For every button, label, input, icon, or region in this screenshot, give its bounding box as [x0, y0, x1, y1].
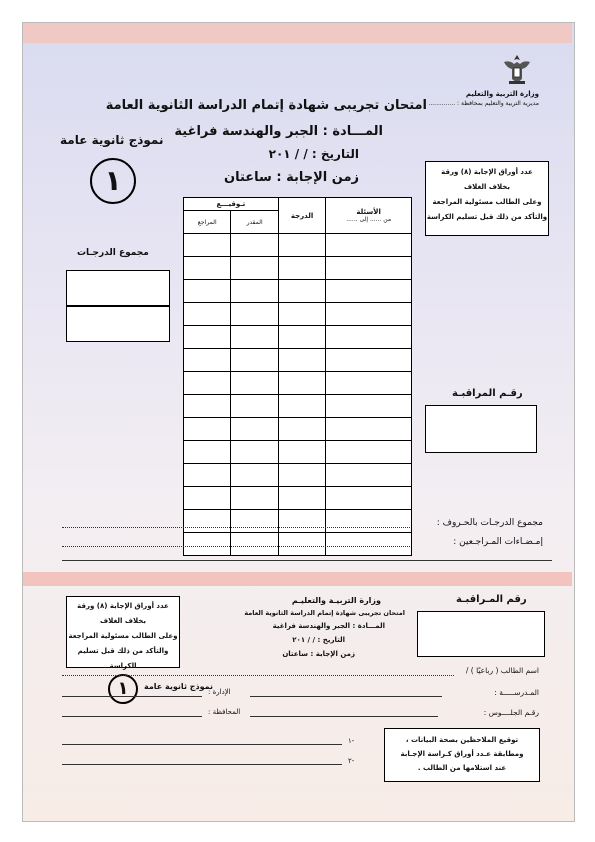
- admin-line[interactable]: [62, 696, 202, 697]
- admin-label: الإدارة :: [208, 688, 231, 696]
- grade-row: [184, 510, 412, 533]
- model-label: نموذج ثانوية عامة: [60, 133, 164, 147]
- total-grades-label: مجموع الدرجـات: [77, 248, 149, 258]
- separator-bar: [23, 572, 572, 586]
- model-number-circle: [90, 158, 136, 204]
- grader-cell[interactable]: [231, 257, 278, 280]
- school-line[interactable]: [250, 696, 442, 697]
- stub-model-number-circle: [108, 674, 138, 704]
- instruction-line: عدد أوراق الإجابة (٨) ورقة: [77, 602, 169, 610]
- observer-line-1-label: -١: [348, 737, 355, 745]
- grade-row: [184, 487, 412, 510]
- student-name-label: اسم الطالب ( رباعيًا ) /: [465, 666, 539, 675]
- grade-row: [184, 303, 412, 326]
- question-cell[interactable]: [326, 280, 412, 303]
- grader-cell[interactable]: [231, 487, 278, 510]
- grader-cell[interactable]: [231, 464, 278, 487]
- grade-cell[interactable]: [278, 418, 325, 441]
- grade-cell[interactable]: [278, 487, 325, 510]
- reviewers-signature-line[interactable]: [62, 546, 410, 547]
- stub-date: التاريخ : / / ٢٠١: [292, 636, 345, 644]
- total-grades-box-top[interactable]: [66, 270, 170, 306]
- grade-row: [184, 326, 412, 349]
- observer-line-2[interactable]: [62, 764, 342, 765]
- reviewer-cell[interactable]: [184, 257, 231, 280]
- question-cell[interactable]: [326, 487, 412, 510]
- instructions-box: [425, 161, 549, 236]
- seat-number-box[interactable]: [425, 405, 537, 453]
- grader-cell[interactable]: [231, 349, 278, 372]
- grade-cell[interactable]: [278, 372, 325, 395]
- instruction-line: وعلى الطالب مسئولية المراجعة: [432, 198, 542, 206]
- instruction-line: وعلى الطالب مسئولية المراجعة: [68, 632, 178, 640]
- grader-cell[interactable]: [231, 418, 278, 441]
- question-cell[interactable]: [326, 234, 412, 257]
- grade-row: [184, 533, 412, 556]
- grader-cell[interactable]: [231, 441, 278, 464]
- governorate-label: المحافظة :: [208, 708, 241, 716]
- ministry-name: وزارة التربية والتعليم: [465, 90, 539, 98]
- questions-range: من ...... إلى ......: [346, 216, 392, 223]
- observers-line: ومطابقة عـدد أوراق كـراسة الإجـابة: [400, 750, 524, 758]
- model-number: ١: [104, 164, 122, 197]
- grader-cell[interactable]: [231, 234, 278, 257]
- seat-number-label: رقـم المراقبـة: [452, 388, 523, 399]
- grade-cell[interactable]: [278, 510, 325, 533]
- reviewer-cell[interactable]: [184, 441, 231, 464]
- total-grades-box-bottom[interactable]: [66, 306, 170, 342]
- grade-row: [184, 372, 412, 395]
- grader-cell[interactable]: [231, 510, 278, 533]
- directorate-line: مديرية التربية والتعليم بمحافظة : ..............: [428, 100, 539, 107]
- grade-cell[interactable]: [278, 326, 325, 349]
- stub-model-label: نموذج ثانوية عامة: [144, 682, 213, 691]
- grade-row: [184, 441, 412, 464]
- stub-duration: زمن الإجابة : ساعتان: [282, 650, 355, 658]
- question-cell[interactable]: [326, 464, 412, 487]
- top-bar: [23, 23, 572, 43]
- instruction-line: عدد أوراق الإجابة (٨) ورقة: [441, 168, 533, 176]
- reviewer-cell[interactable]: [184, 280, 231, 303]
- grade-row: [184, 234, 412, 257]
- divider: [62, 560, 552, 561]
- stub-ministry: وزارة التربيـة والتعليـم: [291, 596, 381, 605]
- exam-title: امتحان تجريبى شهادة إتمام الدراسة الثانوية العامة: [105, 98, 427, 113]
- reviewer-cell[interactable]: [184, 418, 231, 441]
- eagle-emblem-icon: [500, 52, 534, 86]
- question-cell[interactable]: [326, 257, 412, 280]
- instruction-line: بخلاف الغلاف: [464, 183, 510, 191]
- grade-cell[interactable]: [278, 441, 325, 464]
- grade-header: الدرجة: [278, 198, 325, 234]
- grader-cell[interactable]: [231, 395, 278, 418]
- questions-header-cell: [326, 198, 412, 234]
- observers-line: عند استلامها من الطالب .: [417, 764, 507, 772]
- reviewer-header: المراجع: [184, 211, 231, 234]
- grade-cell[interactable]: [278, 280, 325, 303]
- total-in-words-line[interactable]: [62, 527, 410, 528]
- grade-cell[interactable]: [278, 395, 325, 418]
- grade-cell[interactable]: [278, 234, 325, 257]
- grade-row: [184, 464, 412, 487]
- grader-cell[interactable]: [231, 326, 278, 349]
- question-cell[interactable]: [326, 326, 412, 349]
- instruction-line: والتأكد من ذلك قبل تسليم الكراسة: [426, 213, 548, 221]
- grader-cell[interactable]: [231, 280, 278, 303]
- stub-exam-title: امتحان تجريبى شهادة إتمام الدراسة الثانوية العامة: [244, 609, 405, 617]
- grade-cell[interactable]: [278, 303, 325, 326]
- grade-row: [184, 395, 412, 418]
- school-label: المـدرســـــة :: [494, 688, 539, 697]
- total-in-words-label: مجموع الدرجـات بالحـروف :: [436, 518, 543, 528]
- observers-box: [384, 728, 540, 782]
- grade-cell[interactable]: [278, 464, 325, 487]
- grade-row: [184, 418, 412, 441]
- question-cell[interactable]: [326, 349, 412, 372]
- question-cell[interactable]: [326, 303, 412, 326]
- reviewer-cell[interactable]: [184, 372, 231, 395]
- observers-line: توقيع الملاحظين بصحة البيانات ،: [405, 736, 519, 744]
- question-cell[interactable]: [326, 441, 412, 464]
- stub-seat-label: رقم المـراقبـة: [456, 594, 527, 605]
- signature-header: تـوقيـــع: [184, 198, 279, 211]
- observer-line-1[interactable]: [62, 744, 342, 745]
- subject-line: المـــادة : الجبر والهندسة فراغية: [174, 124, 383, 139]
- stub-instructions-box: [66, 596, 180, 668]
- question-cell[interactable]: [326, 533, 412, 556]
- question-cell[interactable]: [326, 418, 412, 441]
- question-cell[interactable]: [326, 372, 412, 395]
- duration-line: زمن الإجابة : ساعتان: [224, 170, 359, 185]
- reviewer-cell[interactable]: [184, 349, 231, 372]
- reviewer-cell[interactable]: [184, 395, 231, 418]
- date-line: التاريخ : / / ٢٠١: [268, 147, 359, 161]
- reviewer-cell[interactable]: [184, 464, 231, 487]
- reviewer-cell[interactable]: [184, 487, 231, 510]
- governorate-line[interactable]: [62, 716, 202, 717]
- grader-cell[interactable]: [231, 372, 278, 395]
- question-cell[interactable]: [326, 510, 412, 533]
- stub-model-number: ١: [117, 678, 129, 699]
- grade-cell[interactable]: [278, 257, 325, 280]
- grader-cell[interactable]: [231, 533, 278, 556]
- reviewer-cell[interactable]: [184, 303, 231, 326]
- reviewer-cell[interactable]: [184, 533, 231, 556]
- reviewer-cell[interactable]: [184, 510, 231, 533]
- grade-cell[interactable]: [278, 533, 325, 556]
- instruction-line: والتأكد من ذلك قبل تسليم الكراسة: [77, 647, 169, 670]
- grade-row: [184, 280, 412, 303]
- seat-number-line[interactable]: [250, 716, 438, 717]
- stub-subject: المـــادة : الجبر والهندسة فراغية: [272, 622, 385, 630]
- grades-table: [183, 197, 412, 556]
- grader-header: المقدر: [231, 211, 278, 234]
- observer-line-2-label: -٢: [348, 757, 355, 765]
- reviewers-signatures-label: إمـضـاءات المـراجـعين :: [453, 537, 543, 547]
- instruction-line: بخلاف الغلاف: [100, 617, 146, 625]
- seat-number-entry-label: رقـم الجلــــوس :: [483, 708, 539, 717]
- questions-header: الأسئلة: [356, 208, 381, 216]
- reviewer-cell[interactable]: [184, 234, 231, 257]
- grade-row: [184, 257, 412, 280]
- grade-rows: [184, 234, 412, 556]
- grader-cell[interactable]: [231, 303, 278, 326]
- stub-seat-box[interactable]: [417, 611, 545, 657]
- grade-row: [184, 349, 412, 372]
- student-name-line[interactable]: [62, 675, 454, 676]
- reviewer-cell[interactable]: [184, 326, 231, 349]
- grade-cell[interactable]: [278, 349, 325, 372]
- question-cell[interactable]: [326, 395, 412, 418]
